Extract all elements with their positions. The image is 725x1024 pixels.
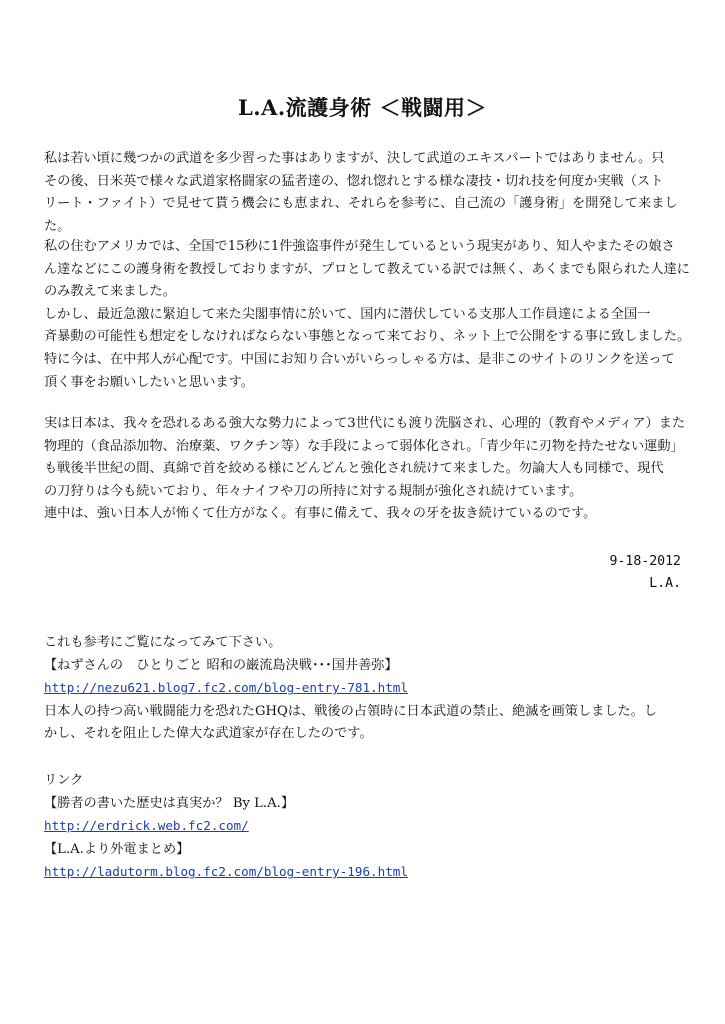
reference-link[interactable]: http://nezu621.blog7.fc2.com/blog-entry-781.html [44,680,408,696]
paragraph-intro [44,148,694,238]
text-line: の刀狩りは今も続いており、年々ナイフや刀の所持に対する規制が強化され続けています。 [44,483,583,499]
text-line: リート・ファイト）で見せて貰う機会にも恵まれ、それらを参考に、自己流の「護身術」を開発して来ました。 [44,196,678,234]
text-line: 日本人の持つ高い戦闘能力を恐れたGHQは、戦後の占領時に日本武道の禁止、絶滅を画策しました。し [44,703,658,719]
signature-author: L.A. [649,576,681,591]
text-line: 私は若い頃に幾つかの武道を多少習った事はありますが、決して武道のエキスパートではありません。只 [44,151,665,166]
text-line: 実は日本は、我々を恐れるある強大な勢力によって3世代にも渡り洗脳され、心理的（教育やメディア）また [44,416,686,431]
text-line: 斉暴動の可能性も想定をしなければならない事態となって来ており、ネット上で公開をする事に致しました。 [44,329,691,345]
reference-title: 【ねずさんの ひとりごと 昭和の巌流島決戦･･･国井善弥】 [44,657,398,673]
signature-date: 9-18-2012 [609,554,681,569]
text-line: しかし、最近急激に緊迫して来た尖閣事情に於いて、国内に潜伏している支那人工作員達による全国一 [44,306,651,322]
references-intro: これも参考にご覧になってみて下さい。 [44,635,282,650]
text-line: 特に今は、在中邦人が心配です。中国にお知り合いがいらっしゃる方は、是非このサイトのリンクを送って [44,351,675,367]
text-line: 頂く事をお願いしたいと思います。 [44,374,254,390]
text-line: その後、日米英で様々な武道家格闘家の猛者達の、惚れ惚れとする様な凄技・切れ技を何度か実戦（スト [44,173,664,189]
text-line: のみ教えて来ました。 [44,284,176,300]
link-title: 【L.A.より外電まとめ】 [44,841,190,857]
text-line: 連中は、強い日本人が怖くて仕方がなく。有事に備えて、我々の牙を抜き続けているのです。 [44,506,597,522]
text-line: ん達などにこの護身術を教授しておりますが、プロとして教えている訳では無く、あくまでも限られた人達に [44,261,690,277]
text-line: 物理的（食品添加物、治療薬、ワクチン等）な手段によって弱体化され。「青少年に刃物を持たせない運動」 [44,438,684,454]
paragraph-america [44,236,694,394]
page-title: L.A.流護身術 ＜戦闘用＞ [238,95,487,120]
text-line: 私の住むアメリカでは、全国で15秒に1件強盗事件が発生しているという現実があり、知人やまたその娘さ [44,239,675,254]
links-heading: リンク [44,773,84,788]
references-section [44,632,694,746]
text-line: も戦後半世紀の間、真綿で首を絞める様にどんどんと強化され続けて来ました。勿論大人も同様で、現代 [44,461,664,477]
links-section [44,770,694,885]
link-title: 【勝者の書いた歴史は真実か？ By L.A.】 [44,795,295,811]
link-url[interactable]: http://erdrick.web.fc2.com/ [44,818,249,834]
paragraph-japan [44,413,694,526]
text-line: かし、それを阻止した偉大な武道家が存在したのです。 [44,726,373,742]
link-url[interactable]: http://ladutorm.blog.fc2.com/blog-entry-196.html [44,864,408,880]
